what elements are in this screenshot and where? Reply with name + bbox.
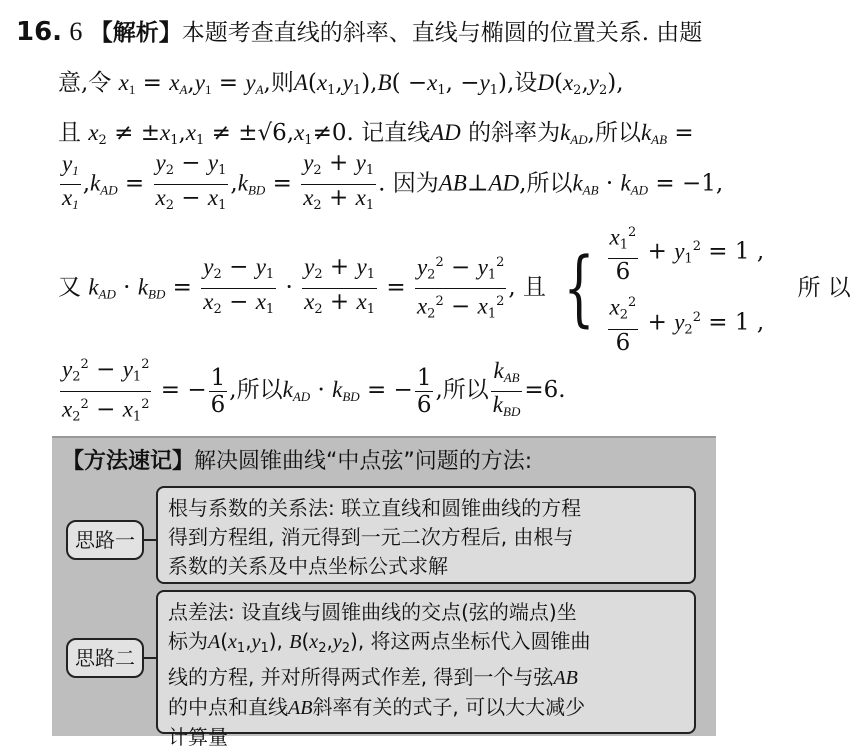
method-title-key: 【方法速记】 (62, 449, 195, 474)
text-fragment: 线的方程, 并对所得两式作差, 得到一个与弦 (168, 665, 554, 689)
route-2-text: 标为$A(x_1,y_1)$, $B(x_2,y_2)$, 将这两点坐标代入圆锥曲 (168, 629, 591, 656)
route-1-box (156, 486, 696, 584)
text-fragment: , 且 (508, 274, 547, 301)
analysis-tag: 【解析】 (89, 20, 182, 46)
route-2-text: 计算量 (168, 725, 228, 749)
route-2-box (156, 590, 696, 749)
text-fragment: . 记直线 (346, 120, 431, 146)
intro-text: 本题考查直线的斜率、直线与椭圆的位置关系. 由题 (181, 20, 703, 46)
text-fragment: , 将这两点坐标代入圆锥曲 (357, 629, 591, 653)
method-title-text: 解决圆锥曲线“中点弦”问题的方法: (194, 449, 533, 474)
text-fragment: 又 (58, 274, 81, 301)
solution-line-4: $\frac{y_1}{x_1}$ $,k_{AD}$ = $\frac{y_2 - y_1}{x_2 - x_1}$ $,k_{BD}$ = $\frac{y_2 + y_1}{x_2 + x_1}$ . 因为AB⊥AD,所以$k_{AB} \cdot k_{AD} = -1$, (62, 150, 724, 213)
text-fragment: . 因为 (378, 170, 439, 197)
text-fragment: ,所以 (435, 377, 489, 404)
route-2-text: 线的方程, 并对所得两式作差, 得到一个与弦AB (168, 665, 578, 689)
text-fragment: ,所以 (519, 170, 573, 197)
formula: x (118, 70, 129, 95)
problem-number: 16. (16, 17, 63, 47)
method-title (62, 444, 532, 475)
text-fragment: 的斜率为 (468, 120, 561, 146)
solution-line-2: 意,令 $x_1 = x_A,y_1 = y_A$,则$A(x_1,y_1),B( -x_1$, $-y_1$),设$D(x_2,y_2)$, (58, 70, 624, 98)
text-fragment: 且 (58, 120, 81, 146)
text-fragment: 意,令 (58, 70, 112, 96)
route-1-text: 得到方程组, 消元得到一元二次方程后, 由根与 (168, 525, 574, 549)
text-fragment: , (616, 70, 624, 96)
route-2-text: 的中点和直线AB斜率有关的式子, 可以大大减少 (168, 695, 586, 719)
text-fragment: 标为 (168, 629, 208, 653)
solution-line-1 (16, 14, 702, 47)
text-fragment: ,则 (263, 70, 294, 96)
solution-line-5: 又 $k_{AD} \cdot k_{BD}$ = $\frac{y_2 - y_1}{x_2 - x_1}$ · $\frac{y_2 + y_1}{x_2 + x_1}$ = $\frac{y_2^2 - y_1^2}{x_2^2 - x_1^2}$ , 且 { $\frac{x_1^2}{6}$ + $y_1^2 = 1$ , $\frac{x_2^2}{6}$ + $y_2^2 = 1$ , 所 以 (58, 218, 851, 359)
route-2-text: 点差法: 设直线与圆锥曲线的交点(弦的端点)坐 (168, 600, 577, 624)
text-fragment: ,所以 (229, 377, 283, 404)
route-1-text: 根与系数的关系法: 联立直线和圆锥曲线的方程 (168, 496, 582, 520)
route-1-label: 思路一 (66, 520, 144, 560)
text-fragment: 的中点和直线 (168, 695, 288, 719)
route-1-text: 系数的关系及中点坐标公式求解 (168, 554, 448, 578)
solution-line-3: 且 $x_2 \ne \pm x_1,x_1 \ne \pm√6,x_1\ne 0$. 记直线AD 的斜率为$k_{AD}$,所以$k_{AB}$ = (58, 120, 694, 148)
text-fragment: ,所以 (587, 120, 641, 146)
method-summary-panel (52, 436, 716, 749)
text-fragment: ,设 (507, 70, 538, 96)
answer-value: 6 (69, 17, 83, 46)
text-fragment: 所 以 (797, 274, 851, 301)
solution-line-6: $\frac{y_2^2 - y_1^2}{x_2^2 - x_1^2}$ = − $\frac{1}{6}$ ,所以$k_{AD} \cdot k_{BD}$ = − $\frac{1}{6}$ ,所以 $\frac{k_{AB}}{k_{BD}}$ =6. (58, 352, 566, 430)
route-2-label: 思路二 (66, 638, 144, 678)
text-fragment: 斜率有关的式子, 可以大大减少 (312, 695, 586, 719)
